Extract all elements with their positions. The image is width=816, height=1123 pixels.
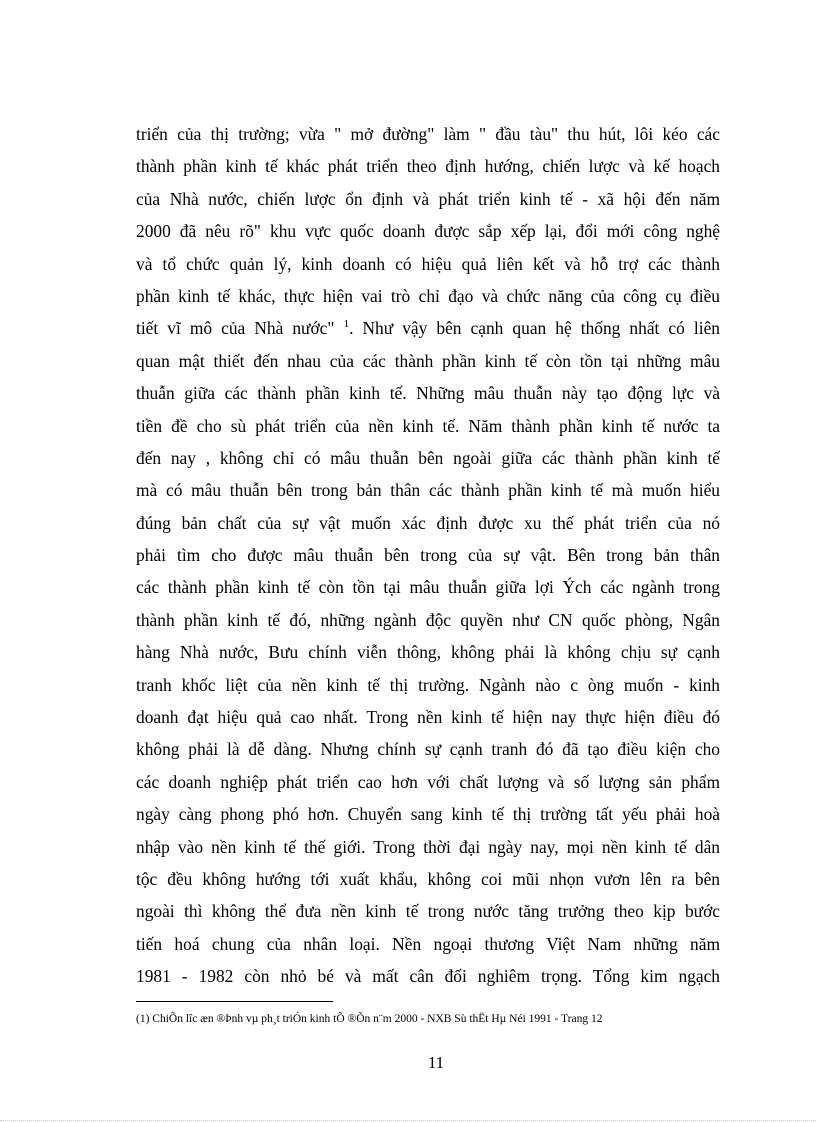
page-number: 11 [427,1053,445,1072]
body-text [136,118,720,993]
text-line: triển của thị trường; vừa " mở đường" làm " đầu tàu" thu hút, lôi kéo các [136,124,720,144]
text-line: mà có mâu thuẫn bên trong bản thân các thành phần kinh tế mà muốn hiểu [136,480,720,501]
text-line: tranh khốc liệt của nền kinh tế thị trường. Ngành nào c òng muốn - kinh [136,674,720,695]
text-line: phải tìm cho được mâu thuẫn bên trong của sự vật. Bên trong bản thân [136,545,720,566]
text-line: đến nay , không chỉ có mâu thuẫn bên ngoài giữa các thành phần kinh tế [136,447,720,468]
text-line: nhập vào nền kinh tế thế giới. Trong thời đại ngày nay, mọi nền kinh tế dân [136,836,720,857]
text-line: thành phần kinh tế khác phát triển theo định hướng, chiến lược và kế hoạch [136,156,720,177]
text-segment: tiết vĩ mô của Nhà nước" [136,318,335,339]
text-line: của Nhà nước, chiến lược ổn định và phát triển kinh tế - xã hội đến năm [136,188,720,209]
footnote: (1) ChiÕn lîc æn ®Þnh vµ ph¸t triÓn kinh tÕ ®Õn n¨m 2000 - NXB Sù thËt Hµ Néi 1991 - Trang 12 [136,1013,603,1025]
text-line: phần kinh tế khác, thực hiện vai trò chỉ đạo và chức năng của công cụ điều [136,285,720,306]
page-bottom-divider [0,1120,816,1121]
text-line: hàng Nhà nước, Bưu chính viễn thông, không phải là không chịu sự cạnh [136,642,720,663]
text-line: 1981 - 1982 còn nhỏ bé và mất cân đối nghiêm trọng. Tổng kim ngạch [136,966,720,987]
footnote-divider [136,1001,333,1002]
text-line: doanh đạt hiệu quả cao nhất. Trong nền kinh tế hiện nay thực hiện điều đó [136,707,720,728]
footnote-marker: 1 [343,318,350,331]
text-line: thành phần kinh tế đó, những ngành độc quyền như CN quốc phòng, Ngân [136,609,720,630]
text-line: quan mật thiết đến nhau của các thành phần kinh tế còn tồn tại những mâu [136,350,720,371]
text-line: tiền đề cho sù phát triển của nền kinh tế. Năm thành phần kinh tế nước ta [136,415,720,436]
text-line: không phải là dễ dàng. Nhưng chính sự cạnh tranh đó đã tạo điều kiện cho [136,739,720,760]
text-line: tộc đều không hướng tới xuất khẩu, không coi mũi nhọn vươn lên ra bên [136,868,720,889]
text-line: ngày càng phong phó hơn. Chuyển sang kinh tế thị trường tất yếu phải hoà [136,804,720,825]
text-segment: . Như vậy bên cạnh quan hệ thống nhất có liên [349,318,720,339]
text-line: và tổ chức quản lý, kinh doanh có hiệu quả liên kết và hỗ trợ các thành [136,253,720,274]
text-line: tiến hoá chung của nhân loại. Nền ngoại thương Việt Nam những năm [136,933,720,954]
text-line: các thành phần kinh tế còn tồn tại mâu thuẫn giữa lợi Ých các ngành trong [136,577,720,598]
text-line: 2000 đã nêu rõ" khu vực quốc doanh được sắp xếp lại, đổi mới công nghệ [136,221,720,242]
text-line: ngoài thì không thể đưa nền kinh tế trong nước tăng trưởng theo kịp bước [136,901,720,922]
text-line: thuẫn giữa các thành phần kinh tế. Những mâu thuẫn này tạo động lực và [136,383,720,404]
text-line: đúng bản chất của sự vật muốn xác định được xu thế phát triển của nó [136,512,720,533]
text-line: các doanh nghiệp phát triển cao hơn với chất lượng và số lượng sản phẩm [136,771,720,792]
text-line-with-footnote [136,312,720,344]
